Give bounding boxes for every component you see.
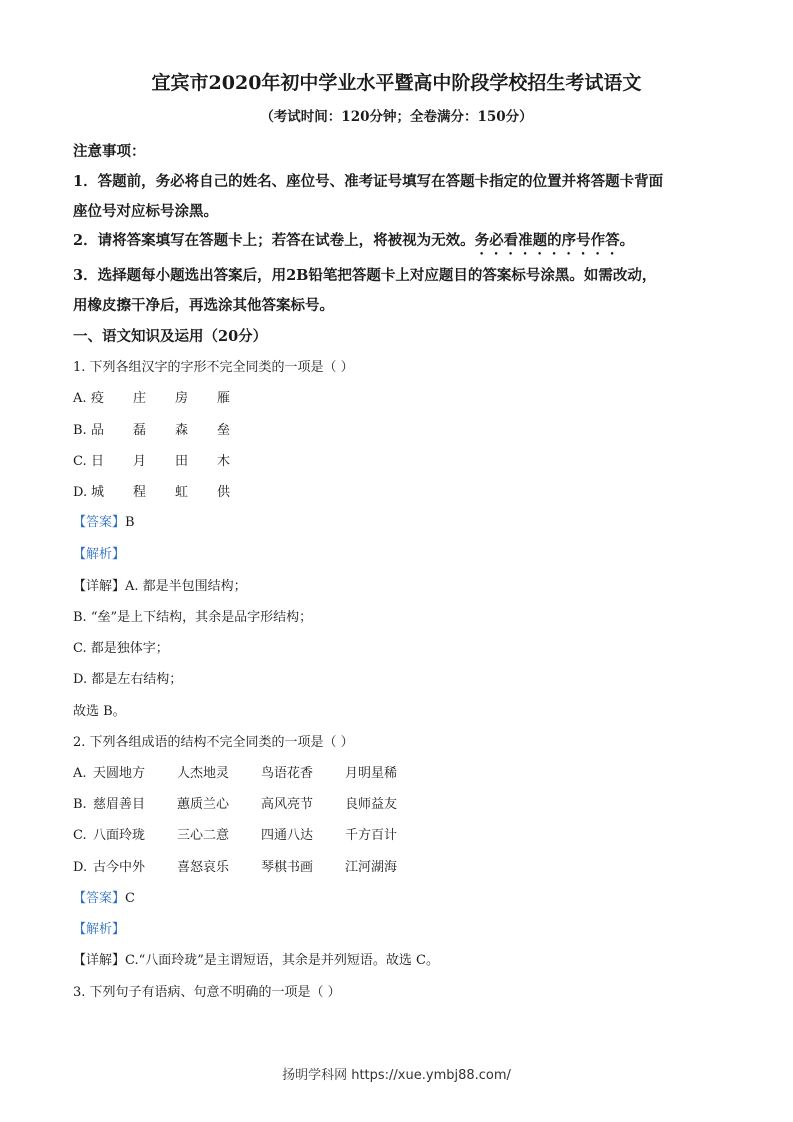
q2-option-d: D. 古今中外 喜怒哀乐 琴棋书画 江河湖海 xyxy=(73,860,398,875)
page-footer: 扬明学科网 https://xue.ymbj88.com/ xyxy=(282,1068,511,1083)
q2-option-c: C. 八面玲珑 三心二意 四通八达 千方百计 xyxy=(73,828,398,843)
q1-detail-4: D. 都是左右结构； xyxy=(73,672,183,687)
notice-item-2 xyxy=(73,232,634,258)
answer-value: B xyxy=(125,515,135,530)
q2-option-a: A. 天圆地方 人杰地灵 鸟语花香 月明星稀 xyxy=(73,766,398,781)
answer-tag: 【答案】 xyxy=(73,891,126,906)
q2-detail: 【详解】C.“八面玲珑”是主谓短语，其余是并列短语。故选 C。 xyxy=(73,953,440,968)
notice-heading: 注意事项： xyxy=(73,143,146,160)
notice-item-3-line-2: 用橡皮擦干净后，再选涂其他答案标号。 xyxy=(73,297,334,314)
q1-option-a: A. 疫 庄 房 雁 xyxy=(73,391,231,406)
q1-detail-5: 故选 B。 xyxy=(73,704,126,719)
page-title: 宜宾市2020年初中学业水平暨高中阶段学校招生考试语文 xyxy=(151,72,642,94)
detail-tag: 【详解】 xyxy=(73,953,126,968)
q2-option-b: B. 慈眉善目 蕙质兰心 高风亮节 良师益友 xyxy=(73,797,398,812)
q1-answer xyxy=(73,515,135,531)
question-3-stem: 3. 下列句子有语病、句意不明确的一项是（ ） xyxy=(73,985,341,1000)
notice-item-1-line-2: 座位号对应标号涂黑。 xyxy=(73,203,218,220)
question-2-stem: 2. 下列各组成语的结构不完全同类的一项是（ ） xyxy=(73,735,354,750)
q1-detail-2: B. “垒”是上下结构，其余是品字形结构； xyxy=(73,610,313,625)
notice-item-2-end: 。 xyxy=(619,232,635,249)
q1-detail-3: C. 都是独体字； xyxy=(73,641,169,656)
q1-option-c: C. 日 月 田 木 xyxy=(73,454,231,469)
notice-item-3-line-1: 3．选择题每小题选出答案后，用2B铅笔把答题卡上对应题目的答案标号涂黑。如需改动， xyxy=(73,267,657,284)
q1-option-d: D. 城 程 虹 供 xyxy=(73,485,231,500)
notice-item-2-emphasis: 务必看准题的序号作答 xyxy=(474,232,620,249)
q2-analysis-tag: 【解析】 xyxy=(73,922,126,937)
q1-analysis-tag: 【解析】 xyxy=(73,547,126,562)
q1-detail-1: 【详解】A. 都是半包围结构； xyxy=(73,579,247,594)
detail-tag: 【详解】 xyxy=(73,579,126,594)
answer-value: C xyxy=(125,891,135,906)
notice-item-1-line-1: 1．答题前，务必将自己的姓名、座位号、准考证号填写在答题卡指定的位置并将答题卡背面 xyxy=(73,173,664,190)
answer-tag: 【答案】 xyxy=(73,515,126,530)
notice-item-2-text: 2．请将答案填写在答题卡上；若答在试卷上，将被视为无效。 xyxy=(73,232,475,249)
q1-option-b: B. 品 磊 森 垒 xyxy=(73,423,231,438)
q2-answer xyxy=(73,891,135,907)
question-1-stem: 1. 下列各组汉字的字形不完全同类的一项是（ ） xyxy=(73,360,354,375)
section-heading: 一、语文知识及运用（20分） xyxy=(73,328,268,345)
exam-info: （考试时间：120分钟；全卷满分：150分） xyxy=(260,109,533,125)
